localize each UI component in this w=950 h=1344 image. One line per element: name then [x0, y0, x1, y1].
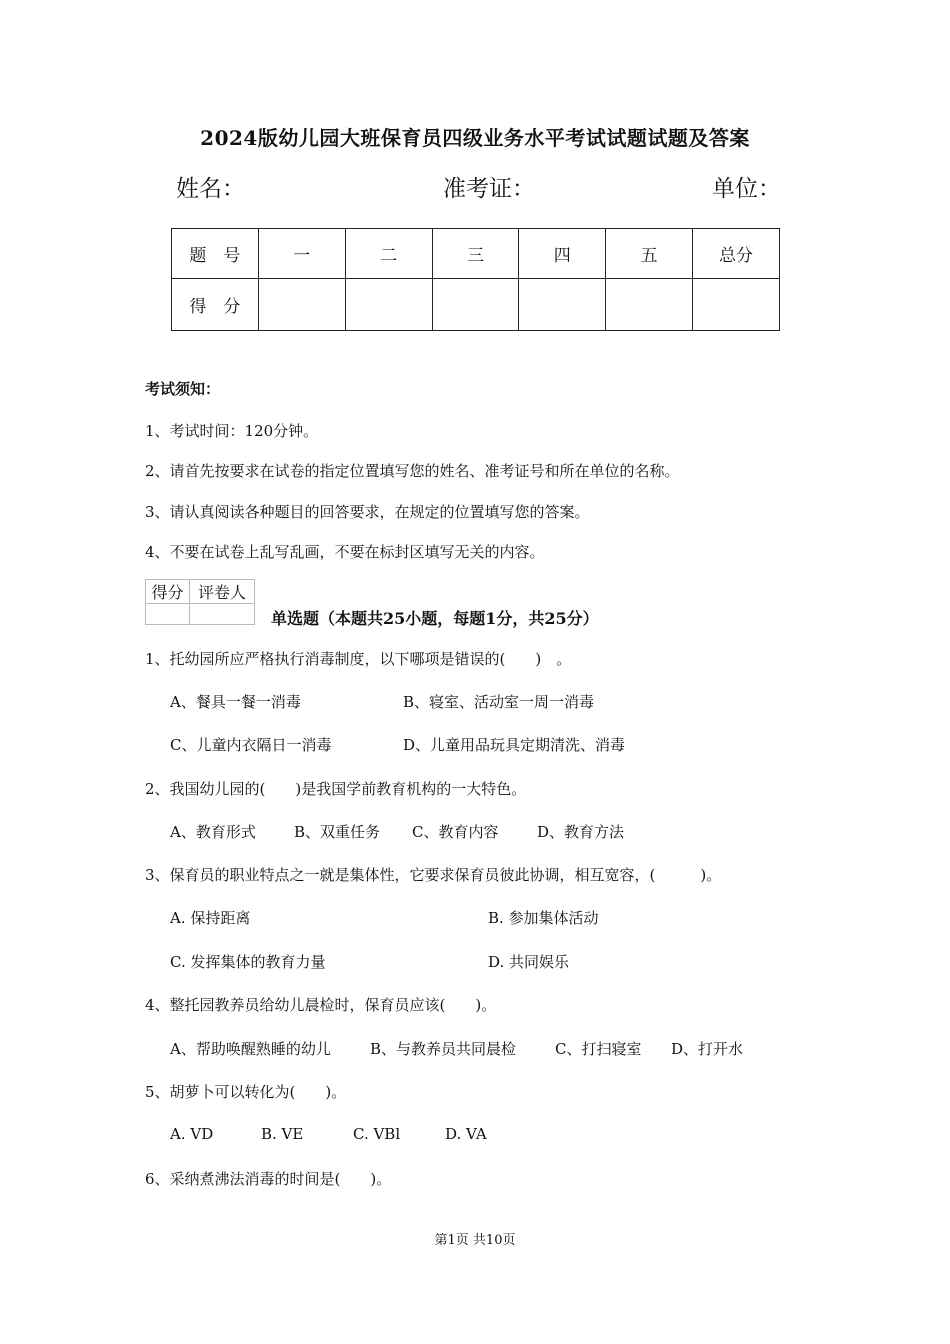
question-option: C. 发挥集体的教育力量	[170, 953, 326, 971]
question-stem: 2、我国幼儿园的( )是我国学前教育机构的一大特色。	[145, 780, 527, 798]
score-cell[interactable]	[606, 279, 693, 331]
grader-score-label: 得分	[146, 580, 190, 604]
question-option: A. VD	[170, 1125, 214, 1143]
question-option: B. 参加集体活动	[488, 909, 599, 927]
score-row-label: 得 分	[172, 279, 259, 331]
document-title: 2024版幼儿园大班保育员四级业务水平考试试题试题及答案	[200, 126, 750, 150]
notice-heading: 考试须知：	[145, 380, 221, 398]
question-option: C、打扫寝室	[555, 1040, 642, 1058]
question-option: D. VA	[445, 1125, 487, 1143]
score-table-header-cell: 题 号	[172, 229, 259, 279]
question-option: A、餐具一餐一消毒	[170, 693, 301, 711]
question-stem: 4、整托园教养员给幼儿晨检时，保育员应该( )。	[145, 996, 497, 1014]
question-option: C. VBl	[353, 1125, 401, 1143]
score-cell[interactable]	[345, 279, 432, 331]
question-option: B、寝室、活动室一周一消毒	[403, 693, 595, 711]
question-stem: 3、保育员的职业特点之一就是集体性，它要求保育员彼此协调，相互宽容，( )。	[145, 866, 722, 884]
score-table-header-cell: 总分	[693, 229, 780, 279]
score-table-header-cell: 三	[432, 229, 519, 279]
question-option: C、教育内容	[412, 823, 499, 841]
question-option: B、双重任务	[294, 823, 381, 841]
question-stem: 1、托幼园所应严格执行消毒制度，以下哪项是错误的( ) 。	[145, 650, 572, 668]
score-cell[interactable]	[693, 279, 780, 331]
question-option: D、打开水	[671, 1040, 744, 1058]
question-option: B、与教养员共同晨检	[370, 1040, 517, 1058]
score-table-header-cell: 一	[258, 229, 345, 279]
score-cell[interactable]	[432, 279, 519, 331]
grader-box	[145, 579, 255, 625]
score-table-header-row	[172, 229, 780, 279]
exam-number-label: 准考证：	[443, 176, 535, 202]
score-table-header-cell: 四	[519, 229, 606, 279]
notice-item: 4、不要在试卷上乱写乱画，不要在标封区填写无关的内容。	[145, 543, 545, 561]
grader-score-cell[interactable]	[146, 604, 190, 625]
grader-box-header-row	[146, 580, 255, 604]
unit-label: 单位：	[712, 176, 781, 202]
notice-item: 3、请认真阅读各种题目的回答要求，在规定的位置填写您的答案。	[145, 503, 590, 521]
score-table-header-cell: 五	[606, 229, 693, 279]
score-table-header-cell: 二	[345, 229, 432, 279]
score-table	[171, 228, 780, 331]
question-option: B. VE	[261, 1125, 304, 1143]
grader-box-entry-row	[146, 604, 255, 625]
name-label: 姓名：	[176, 176, 245, 202]
notice-item: 1、考试时间：120分钟。	[145, 422, 319, 440]
notice-item: 2、请首先按要求在试卷的指定位置填写您的姓名、准考证号和所在单位的名称。	[145, 462, 680, 480]
grader-name-label: 评卷人	[190, 580, 255, 604]
question-option: A、教育形式	[170, 823, 256, 841]
question-stem: 5、胡萝卜可以转化为( )。	[145, 1083, 347, 1101]
question-option: A. 保持距离	[170, 909, 251, 927]
section-heading: 单选题（本题共25小题，每题1分，共25分）	[271, 609, 599, 628]
question-stem: 6、采纳煮沸法消毒的时间是( )。	[145, 1170, 392, 1188]
grader-name-cell[interactable]	[190, 604, 255, 625]
score-cell[interactable]	[519, 279, 606, 331]
question-option: D、儿童用品玩具定期清洗、消毒	[403, 736, 626, 754]
question-option: D、教育方法	[537, 823, 625, 841]
page-footer: 第1页 共10页	[434, 1233, 516, 1248]
score-cell[interactable]	[258, 279, 345, 331]
question-option: C、儿童内衣隔日一消毒	[170, 736, 332, 754]
question-option: A、帮助唤醒熟睡的幼儿	[170, 1040, 331, 1058]
score-table-score-row	[172, 279, 780, 331]
question-option: D. 共同娱乐	[488, 953, 570, 971]
